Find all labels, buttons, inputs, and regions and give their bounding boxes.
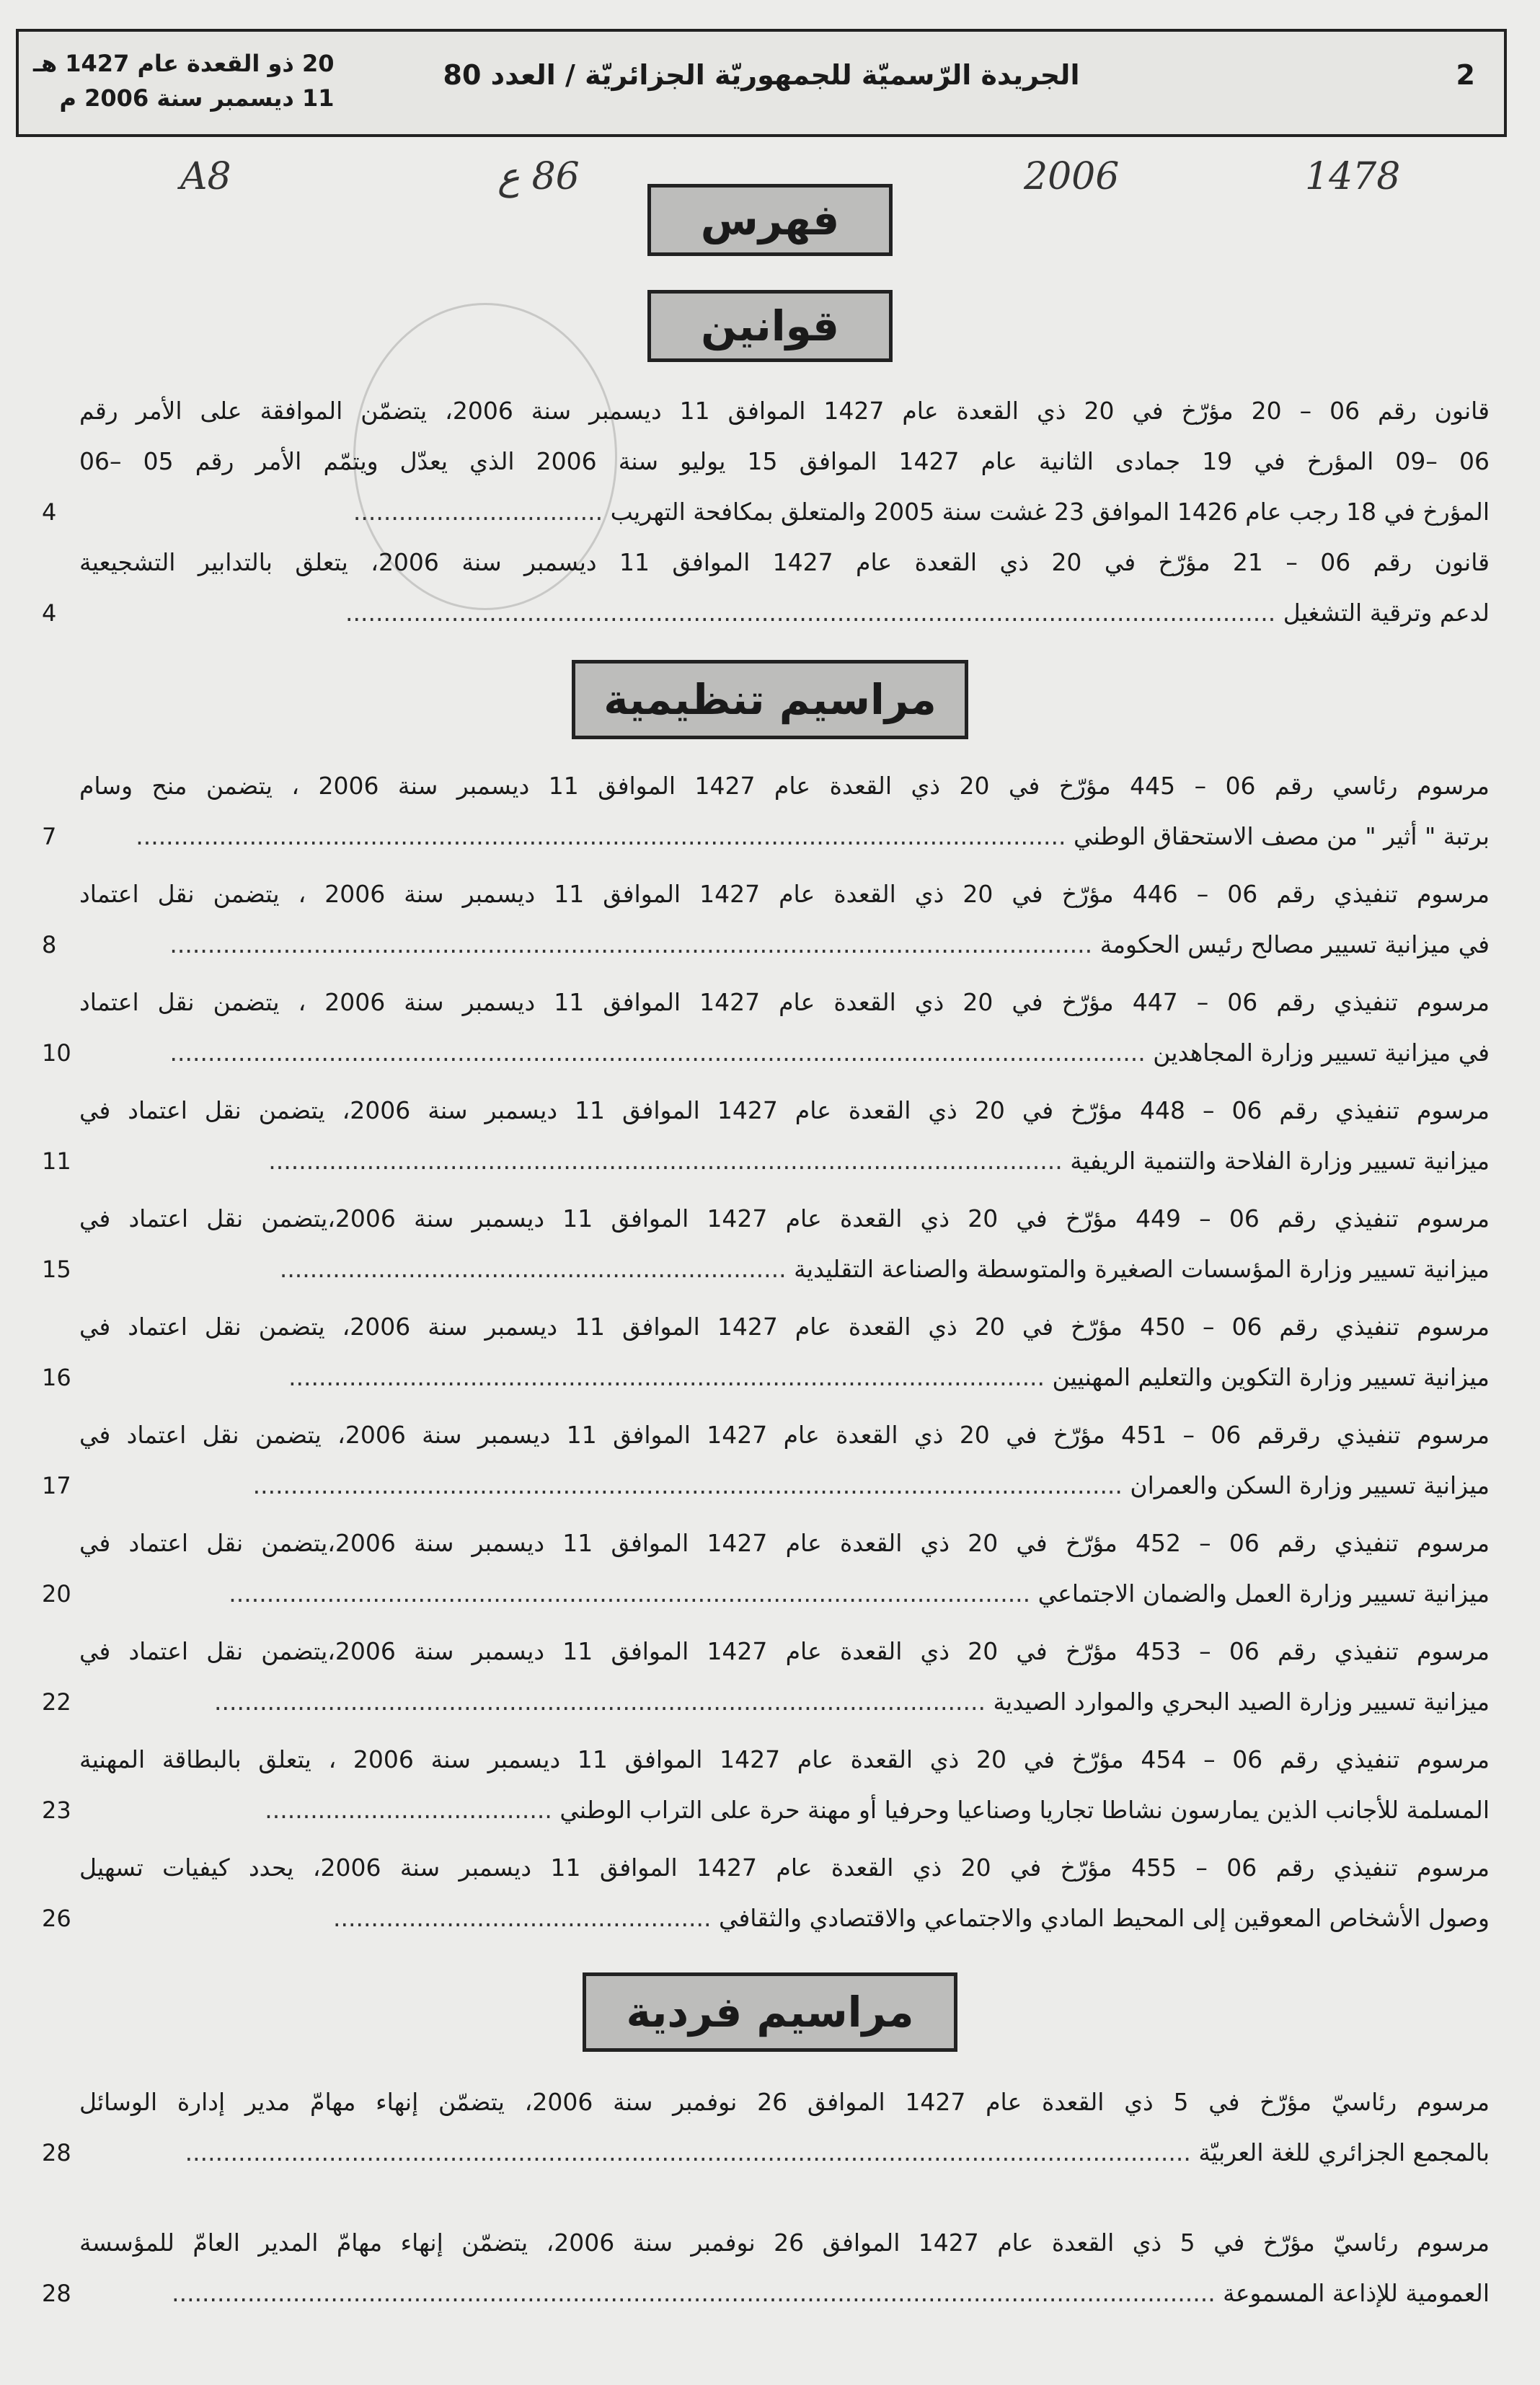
toc-entry: قانون رقم 06 – 21 مؤرّخ في 20 ذي القعدة عام 1427 الموافق 11 ديسمبر سنة 2006، يتعلق بالتدابير التشجيعية لدعم وترقية التشغيل ........................................................................................................................... 4	[79, 537, 1490, 638]
page-ref: 7	[42, 823, 57, 850]
page-ref: 26	[42, 1905, 71, 1932]
toc-entry: مرسوم تنفيذي رقم 06 – 447 مؤرّخ في 20 ذي القعدة عام 1427 الموافق 11 ديسمبر سنة 2006 ، يتضمن نقل اعتماد في ميزانية تسيير وزارة المجاهدين ................................................................................................................................. 10	[79, 977, 1490, 1078]
page-ref: 28	[42, 2139, 71, 2166]
page-ref: 11	[42, 1147, 71, 1175]
toc-entry: مرسوم تنفيذي رقم 06 – 450 مؤرّخ في 20 ذي القعدة عام 1427 الموافق 11 ديسمبر سنة 2006، يتضمن نقل اعتماد في ميزانية تسيير وزارة التكوين والتعليم المهنيين .................................................................................................... 16	[79, 1302, 1490, 1403]
toc-entry: قانون رقم 06 – 20 مؤرّخ في 20 ذي القعدة عام 1427 الموافق 11 ديسمبر سنة 2006، يتضمّن الموافقة على الأمر رقم 06 –09 المؤرخ في 19 جمادى الثانية عام 1427 الموافق 15 يوليو سنة 2006 الذي يعدّل ويتمّم الأمر رقم 05 –06 المؤرخ في 18 رجب عام 1426 الموافق 23 غشت سنة 2005 والمتعلق بمكافحة التهريب ................................. 4	[79, 386, 1490, 537]
section-index-title: فهرس	[647, 184, 893, 256]
handwritten-note: 86 ع	[497, 155, 580, 198]
handwritten-note: A8	[180, 155, 231, 198]
page-ref: 17	[42, 1472, 71, 1499]
toc-entry: مرسوم تنفيذي رقم 06 – 453 مؤرّخ في 20 ذي القعدة عام 1427 الموافق 11 ديسمبر سنة 2006،يتضمن نقل اعتماد في ميزانية تسيير وزارة الصيد البحري والموارد الصيدية ...................................................................................................... 22	[79, 1626, 1490, 1727]
page-ref: 20	[42, 1580, 71, 1608]
page-ref: 22	[42, 1688, 71, 1716]
page-ref: 16	[42, 1364, 71, 1391]
toc-entry: مرسوم تنفيذي رقم 06 – 446 مؤرّخ في 20 ذي القعدة عام 1427 الموافق 11 ديسمبر سنة 2006 ، يتضمن نقل اعتماد في ميزانية تسيير مصالح رئيس الحكومة .......................................................................................................................... 8	[79, 869, 1490, 970]
toc-entry: مرسوم تنفيذي رقم 06 – 454 مؤرّخ في 20 ذي القعدة عام 1427 الموافق 11 ديسمبر سنة 2006 ، يتعلق بالبطاقة المهنية المسلمة للأجانب الذين يمارسون نشاطا تجاريا وصناعيا وحرفيا أو مهنة حرة على التراب الوطني ...................................... 23	[79, 1734, 1490, 1835]
toc-entry: مرسوم رئاسيّ مؤرّخ في 5 ذي القعدة عام 1427 الموافق 26 نوفمبر سنة 2006، يتضمّن إنهاء مهامّ مدير إدارة الوسائل بالمجمع الجزائري للغة العربيّة ..................................................................................................................................... 28	[79, 2077, 1490, 2178]
toc-entry: مرسوم تنفيذي رقرقم 06 – 451 مؤرّخ في 20 ذي القعدة عام 1427 الموافق 11 ديسمبر سنة 2006، يتضمن نقل اعتماد في ميزانية تسيير وزارة السكن والعمران ................................................................................................................... 17	[79, 1410, 1490, 1511]
page-ref: 23	[42, 1797, 71, 1824]
toc-entry: مرسوم رئاسي رقم 06 – 445 مؤرّخ في 20 ذي القعدة عام 1427 الموافق 11 ديسمبر سنة 2006 ، يتضمن منح وسام برتبة " أثير " من مصف الاستحقاق الوطني ........................................................................................................................... 7	[79, 761, 1490, 862]
page-number: 2	[1456, 59, 1475, 91]
page-ref: 15	[42, 1256, 71, 1283]
date-gregorian: 11 ديسمبر سنة 2006 م	[59, 84, 335, 112]
section-individual-decrees-title: مراسيم فردية	[583, 1972, 957, 2052]
page-header	[16, 29, 1507, 137]
section-laws-title: قوانين	[647, 290, 893, 362]
toc-entry: مرسوم تنفيذي رقم 06 – 449 مؤرّخ في 20 ذي القعدة عام 1427 الموافق 11 ديسمبر سنة 2006،يتضمن نقل اعتماد في ميزانية تسيير وزارة المؤسسات الصغيرة والمتوسطة والصناعة التقليدية ................................................................... 15	[79, 1194, 1490, 1295]
handwritten-note: 1478	[1305, 155, 1401, 198]
date-hijri: 20 ذو القعدة عام 1427 هـ	[33, 50, 335, 77]
toc-entry: مرسوم تنفيذي رقم 06 – 455 مؤرّخ في 20 ذي القعدة عام 1427 الموافق 11 ديسمبر سنة 2006، يحدد كيفيات تسهيل وصول الأشخاص المعوقين إلى المحيط المادي والاجتماعي والاقتصادي والثقافي .................................................. 26	[79, 1843, 1490, 1944]
header-date	[33, 46, 335, 115]
gazette-title: الجريدة الرّسميّة للجمهوريّة الجزائريّة / العدد 80	[443, 59, 1080, 91]
toc-entry: مرسوم رئاسيّ مؤرّخ في 5 ذي القعدة عام 1427 الموافق 26 نوفمبر سنة 2006، يتضمّن إنهاء مهامّ المدير العامّ للمؤسسة العمومية للإذاعة المسموعة .......................................................................................................................................... 28	[79, 2218, 1490, 2319]
page-ref: 28	[42, 2280, 71, 2307]
page-ref: 10	[42, 1039, 71, 1067]
toc-entry: مرسوم تنفيذي رقم 06 – 452 مؤرّخ في 20 ذي القعدة عام 1427 الموافق 11 ديسمبر سنة 2006،يتضمن نقل اعتماد في ميزانية تسيير وزارة العمل والضمان الاجتماعي .......................................................................................................... 20	[79, 1518, 1490, 1619]
page-ref: 4	[42, 498, 57, 526]
toc-entry: مرسوم تنفيذي رقم 06 – 448 مؤرّخ في 20 ذي القعدة عام 1427 الموافق 11 ديسمبر سنة 2006، يتضمن نقل اعتماد في ميزانية تسيير وزارة الفلاحة والتنمية الريفية ......................................................................................................... 11	[79, 1085, 1490, 1186]
page-ref: 4	[42, 599, 57, 627]
handwritten-note: 2006	[1024, 155, 1120, 198]
page-ref: 8	[42, 931, 57, 958]
section-regulatory-decrees-title: مراسيم تنظيمية	[572, 660, 968, 739]
